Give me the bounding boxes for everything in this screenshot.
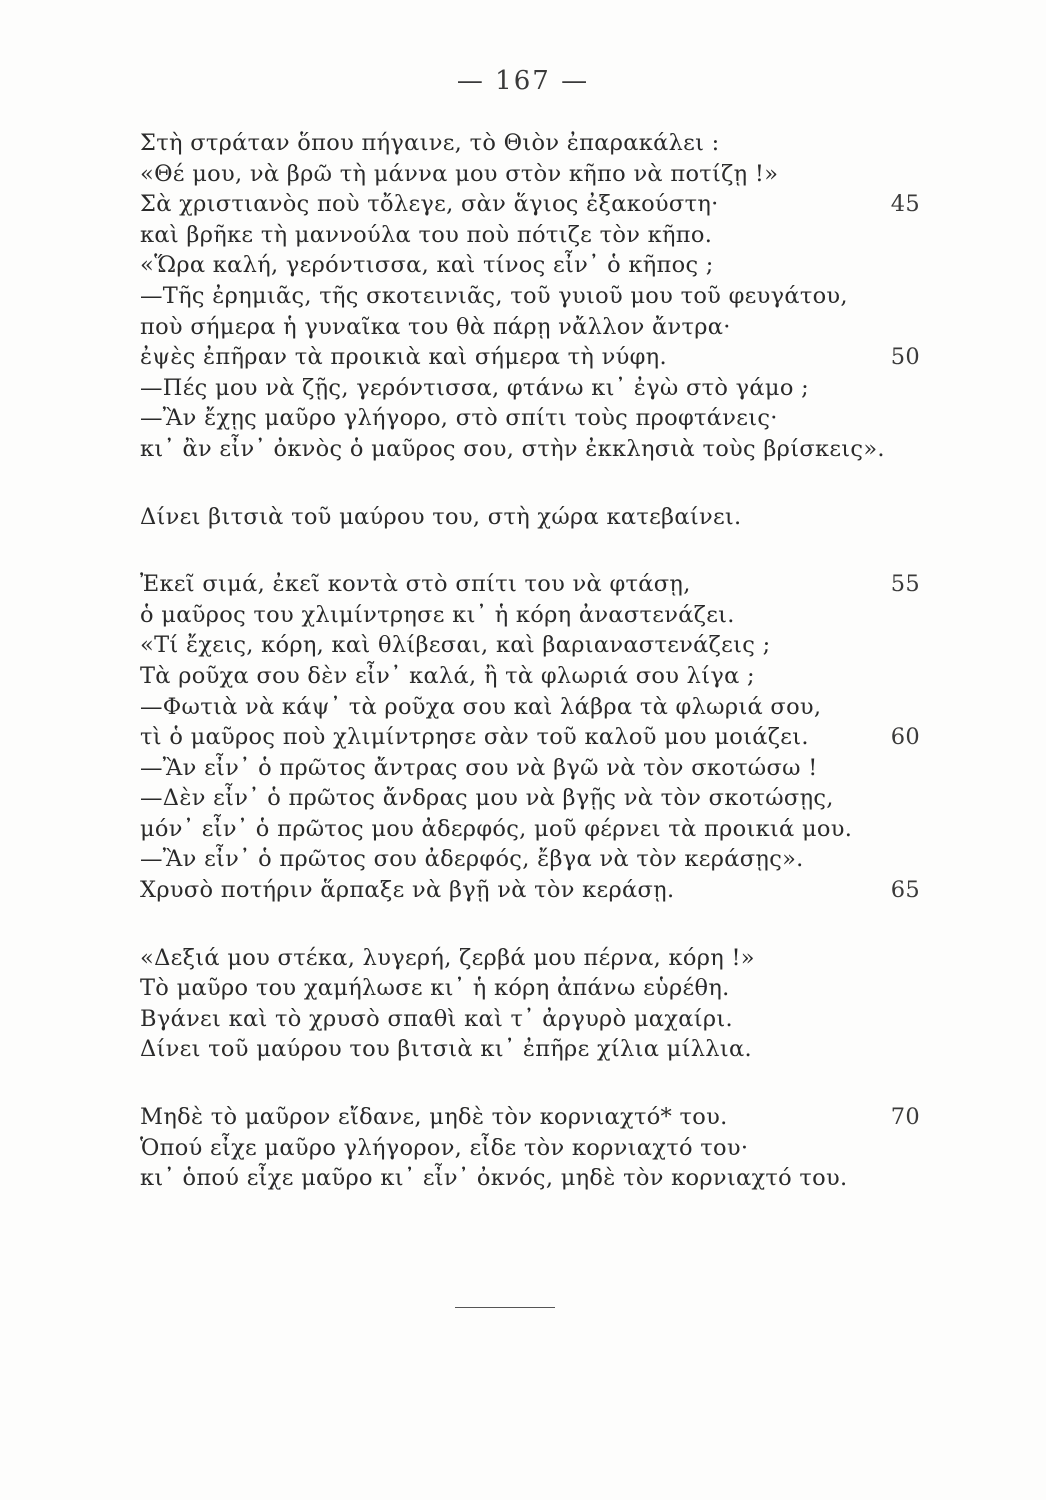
verse-line: [140, 1004, 920, 1035]
line-number: 70: [890, 1104, 920, 1131]
verse-text: Χρυσὸ ποτήριν ἅρπαξε νὰ βγῇ νὰ τὸν κεράσῃ.: [140, 877, 675, 904]
verse-text: —Φωτιὰ νὰ κάψ᾿ τὰ ροῦχα σου καὶ λάβρα τὰ φλωριά σου,: [140, 693, 822, 720]
verse-line: [140, 692, 920, 723]
stanza: [140, 943, 920, 1065]
verse-text: Ἐκεῖ σιμά, ἐκεῖ κοντὰ στὸ σπίτι του νὰ φτάσῃ,: [140, 571, 691, 598]
verse-line: [140, 159, 920, 190]
verse-line: [140, 250, 920, 281]
verse-line: [140, 1102, 920, 1133]
verse-text: καὶ βρῆκε τὴ μαννούλα του ποὺ πότιζε τὸν κῆπο.: [140, 221, 713, 248]
verse-line: [140, 973, 920, 1004]
verse-text: κι᾿ ὁπού εἶχε μαῦρο κι᾿ εἶν᾿ ὀκνός, μηδὲ τὸν κορνιαχτό του.: [140, 1165, 848, 1192]
verse-text: ἐψὲς ἐπῆραν τὰ προικιὰ καὶ σήμερα τὴ νύφη.: [140, 344, 667, 371]
verse-text: —Ἂν ἔχῃς μαῦρο γλήγορο, στὸ σπίτι τοὺς προφτάνεις·: [140, 405, 778, 432]
line-number: 65: [890, 877, 920, 904]
verse-line: [140, 722, 920, 753]
verse-line: [140, 373, 920, 404]
verse-line: [140, 1034, 920, 1065]
verse-line: [140, 600, 920, 631]
verse-text: «Δεξιά μου στέκα, λυγερή, ζερβά μου πέρνα, κόρη !»: [140, 944, 755, 971]
verse-line: [140, 220, 920, 251]
verse-line: [140, 875, 920, 906]
verse-line: [140, 844, 920, 875]
verse-line: [140, 281, 920, 312]
verse-text: ποὺ σήμερα ἡ γυναῖκα του θὰ πάρῃ νἄλλον ἄντρα·: [140, 313, 731, 340]
verse-line: [140, 342, 920, 373]
verse-line: [140, 434, 920, 465]
verse-text: μόν᾿ εἶν᾿ ὁ πρῶτος μου ἀδερφός, μοῦ φέρνει τὰ προικιά μου.: [140, 815, 853, 842]
stanza: [140, 1102, 920, 1194]
line-number: 45: [890, 191, 920, 218]
verse-text: κι᾿ ἂν εἶν᾿ ὀκνὸς ὁ μαῦρος σου, στὴν ἐκκλησιὰ τοὺς βρίσκεις».: [140, 435, 885, 462]
verse-text: —Ἂν εἶν᾿ ὁ πρῶτος σου ἀδερφός, ἔβγα νὰ τὸν κεράσῃς».: [140, 846, 804, 873]
verse-text: —Δὲν εἶν᾿ ὁ πρῶτος ἄνδρας μου νὰ βγῇς νὰ τὸν σκοτώσῃς,: [140, 785, 834, 812]
verse-line: [140, 1133, 920, 1164]
verse-text: «Θέ μου, νὰ βρῶ τὴ μάννα μου στὸν κῆπο νὰ ποτίζῃ !»: [140, 160, 779, 187]
verse-text: «Ὥρα καλή, γερόντισσα, καὶ τίνος εἶν᾿ ὁ κῆπος ;: [140, 252, 714, 279]
verse-line: [140, 753, 920, 784]
verse-text: Δίνει τοῦ μαύρου του βιτσιὰ κι᾿ ἐπῆρε χίλια μίλλια.: [140, 1036, 752, 1063]
verse-line: [140, 814, 920, 845]
footnote-rule: [455, 1307, 555, 1308]
line-number: 50: [890, 344, 920, 371]
stanza: [140, 502, 920, 533]
verse-text: Τὸ μαῦρο του χαμήλωσε κι᾿ ἡ κόρη ἀπάνω εὑρέθη.: [140, 975, 730, 1002]
page-number: — 167 —: [456, 66, 590, 96]
verse-text: Τὰ ροῦχα σου δὲν εἶν᾿ καλά, ἢ τὰ φλωριά σου λίγα ;: [140, 662, 755, 689]
poem-body: [140, 128, 920, 1231]
verse-text: —Πές μου νὰ ζῇς, γερόντισσα, φτάνω κι᾿ ἐγὼ στὸ γάμο ;: [140, 374, 810, 401]
verse-text: Σὰ χριστιανὸς ποὺ τὄλεγε, σὰν ἅγιος ἐξακούστη·: [140, 191, 719, 218]
verse-text: «Τί ἔχεις, κόρη, καὶ θλίβεσαι, καὶ βαριαναστενάζεις ;: [140, 632, 771, 659]
line-number: 60: [890, 724, 920, 751]
stanza: [140, 128, 920, 465]
verse-line: [140, 1163, 920, 1194]
verse-line: [140, 502, 920, 533]
verse-line: [140, 783, 920, 814]
verse-line: [140, 630, 920, 661]
verse-text: Δίνει βιτσιὰ τοῦ μαύρου του, στὴ χώρα κατεβαίνει.: [140, 503, 742, 530]
verse-text: Βγάνει καὶ τὸ χρυσὸ σπαθὶ καὶ τ᾿ ἀργυρὸ μαχαίρι.: [140, 1005, 733, 1032]
verse-line: [140, 943, 920, 974]
verse-text: Μηδὲ τὸ μαῦρον εἴδανε, μηδὲ τὸν κορνιαχτό* του.: [140, 1104, 728, 1131]
verse-text: Ὁπού εἶχε μαῦρο γλήγορον, εἶδε τὸν κορνιαχτό του·: [140, 1134, 749, 1161]
verse-line: [140, 569, 920, 600]
verse-line: [140, 661, 920, 692]
verse-text: —Ἂν εἶν᾿ ὁ πρῶτος ἄντρας σου νὰ βγῶ νὰ τὸν σκοτώσω !: [140, 754, 818, 781]
verse-line: [140, 312, 920, 343]
verse-line: [140, 403, 920, 434]
verse-text: —Τῆς ἐρημιᾶς, τῆς σκοτεινιᾶς, τοῦ γυιοῦ μου τοῦ φευγάτου,: [140, 282, 848, 309]
verse-line: [140, 128, 920, 159]
verse-text: τὶ ὁ μαῦρος ποὺ χλιμίντρησε σὰν τοῦ καλοῦ μου μοιάζει.: [140, 724, 809, 751]
verse-text: Στὴ στράταν ὅπου πήγαινε, τὸ Θιὸν ἐπαρακάλει :: [140, 130, 720, 156]
verse-line: [140, 189, 920, 220]
stanza: [140, 569, 920, 906]
verse-text: ὁ μαῦρος του χλιμίντρησε κι᾿ ἡ κόρη ἀναστενάζει.: [140, 601, 735, 628]
line-number: 55: [890, 571, 920, 598]
